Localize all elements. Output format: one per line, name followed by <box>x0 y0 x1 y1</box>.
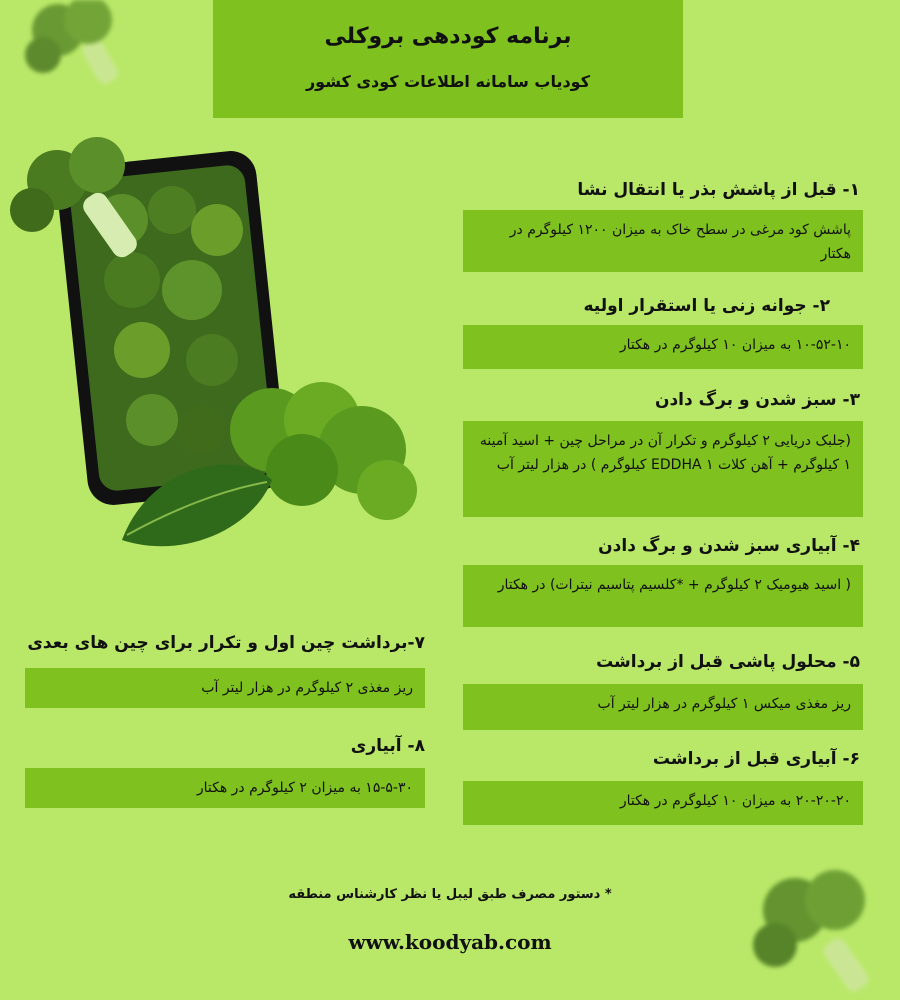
website-url: www.koodyab.com <box>348 930 552 954</box>
step-3-box: (جلبک دریایی ۲ کیلوگرم و تکرار آن در مراحل چین + اسید آمینه ۱ کیلوگرم + آهن کلات EDDHA ۱ کیلوگرم ) در هزار لیتر آب <box>463 421 863 517</box>
step-3-title: ۳- سبز شدن و برگ دادن <box>654 390 860 410</box>
step-8-title: ۸- آبیاری <box>350 736 425 756</box>
step-7-box: ریز مغذی ۲ کیلوگرم در هزار لیتر آب <box>25 668 425 708</box>
broccoli-decoration-top-left <box>18 0 148 90</box>
step-1-title: ۱- قبل از پاشش بذر یا انتقال نشا <box>577 180 860 200</box>
step-1-box: پاشش کود مرغی در سطح خاک به میزان ۱۲۰۰ کیلوگرم در هکتار <box>463 210 863 272</box>
page-subtitle: کودیاب سامانه اطلاعات کودی کشور <box>305 72 591 91</box>
footer-note: * دستور مصرف طبق لیبل یا نظر کارشناس منطقه <box>288 887 612 902</box>
step-4-box: ( اسید هیومیک ۲ کیلوگرم + *کلسیم پتاسیم نیترات) در هکتار <box>463 565 863 627</box>
step-6-box: ۲۰-۲۰-۲۰ به میزان ۱۰ کیلوگرم در هکتار <box>463 781 863 825</box>
step-2-box: ۱۰-۵۲-۱۰ به میزان ۱۰ کیلوگرم در هکتار <box>463 325 863 369</box>
step-4-title: ۴- آبیاری سبز شدن و برگ دادن <box>598 536 860 556</box>
phone-broccoli-illustration <box>2 130 442 560</box>
page-title: برنامه کوددهی بروکلی <box>324 24 572 49</box>
step-8-box: ۱۵-۵-۳۰ به میزان ۲ کیلوگرم در هکتار <box>25 768 425 808</box>
step-7-title: ۷-برداشت چین اول و تکرار برای چین های بعدی <box>27 633 425 653</box>
step-5-title: ۵- محلول پاشی قبل از برداشت <box>596 652 860 672</box>
step-5-box: ریز مغذی میکس ۱ کیلوگرم در هزار لیتر آب <box>463 684 863 730</box>
step-2-title: ۲- جوانه زنی یا استقرار اولیه <box>583 296 830 316</box>
header-banner <box>213 0 683 118</box>
step-6-title: ۶- آبیاری قبل از برداشت <box>652 749 860 769</box>
